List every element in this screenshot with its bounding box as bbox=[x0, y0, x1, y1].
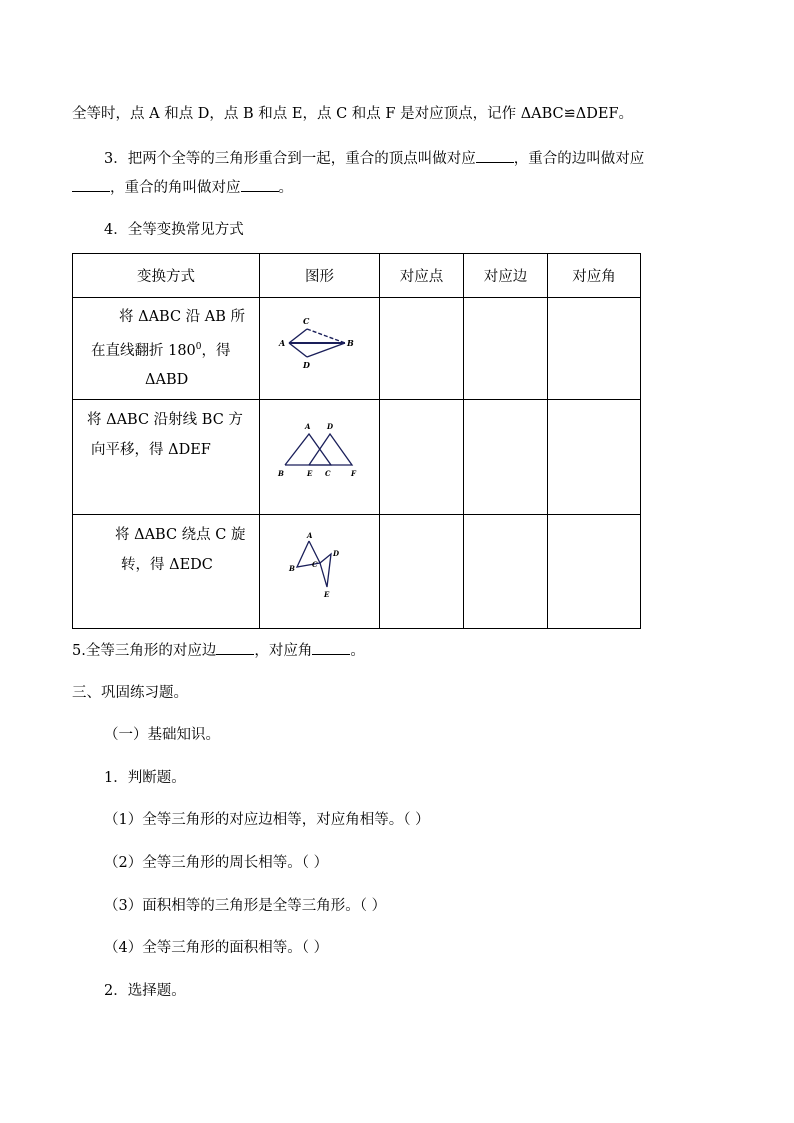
label-D: D bbox=[332, 549, 339, 558]
label-A: A bbox=[306, 532, 312, 540]
desc-rotation-line-1: 将 ΔABC 绕点 C 旋 bbox=[115, 527, 246, 543]
label-B: B bbox=[346, 337, 354, 348]
item-3-text-b: ，重合的边叫做对应 bbox=[513, 151, 645, 167]
label-A: A bbox=[278, 337, 285, 348]
reflection-figure bbox=[275, 312, 365, 382]
item-5-text-a: 5.全等三角形的对应边 bbox=[72, 643, 217, 659]
subsection-basic-knowledge: （一）基础知识。 bbox=[104, 727, 220, 743]
edge-AD bbox=[289, 343, 307, 357]
figure-cell-reflection bbox=[260, 298, 380, 400]
label-E: E bbox=[323, 590, 329, 599]
label-F: F bbox=[350, 469, 356, 478]
question-1-item-2: （2）全等三角形的周长相等。（ ） bbox=[104, 855, 329, 871]
table-row-rotation bbox=[73, 515, 641, 629]
item-3-line-1 bbox=[104, 148, 644, 169]
item-5-line bbox=[72, 640, 365, 661]
answer-cell-angles-3[interactable] bbox=[548, 515, 641, 629]
header-corresponding-point: 对应点 bbox=[380, 254, 464, 298]
answer-cell-sides-3[interactable] bbox=[464, 515, 548, 629]
desc-rotation bbox=[73, 515, 260, 629]
table-row-reflection bbox=[73, 298, 641, 400]
label-C: C bbox=[311, 560, 318, 569]
table-header-row bbox=[73, 254, 641, 298]
edge-DB bbox=[307, 343, 345, 357]
label-D: D bbox=[302, 359, 310, 370]
question-1-item-4: （4）全等三角形的面积相等。（ ） bbox=[104, 940, 329, 956]
item-3-line-2 bbox=[72, 177, 293, 198]
desc-translation bbox=[73, 400, 260, 515]
question-1-item-3: （3）面积相等的三角形是全等三角形。（ ） bbox=[104, 898, 387, 914]
figure-cell-rotation bbox=[260, 515, 380, 629]
answer-cell-angles-2[interactable] bbox=[548, 400, 641, 515]
desc-text: 在直线翻折 180 bbox=[91, 342, 196, 359]
label-D: D bbox=[326, 422, 333, 431]
text-line-congruent-notation: 全等时，点 A 和点 D，点 B 和点 E，点 C 和点 F 是对应顶点，记作 ΔABC≌ΔDEF。 bbox=[72, 106, 634, 122]
figure-cell-translation bbox=[260, 400, 380, 515]
question-2-title: 2．选择题。 bbox=[104, 983, 186, 999]
item-5-text-b: ，对应角 bbox=[254, 643, 313, 659]
header-corresponding-side: 对应边 bbox=[464, 254, 548, 298]
desc-reflection-line-2 bbox=[83, 332, 249, 366]
header-figure: 图形 bbox=[260, 254, 380, 298]
question-1-item-1: （1）全等三角形的对应边相等，对应角相等。（ ） bbox=[104, 812, 430, 828]
desc-reflection-line-1: 将 ΔABC 沿 AB 所 bbox=[119, 308, 246, 325]
answer-cell-sides-2[interactable] bbox=[464, 400, 548, 515]
triangle-EDC bbox=[320, 554, 331, 587]
translation-figure bbox=[275, 420, 365, 490]
label-C: C bbox=[302, 315, 309, 326]
label-B: B bbox=[277, 469, 284, 478]
edge-CB bbox=[307, 329, 345, 343]
item-4-title: 4．全等变换常见方式 bbox=[104, 222, 244, 238]
triangle-DEF bbox=[309, 434, 352, 465]
rotation-figure bbox=[275, 532, 365, 607]
answer-cell-angles-1[interactable] bbox=[548, 298, 641, 400]
label-C: C bbox=[324, 469, 331, 478]
desc-translation-line-1: 将 ΔABC 沿射线 BC 方 bbox=[87, 412, 243, 428]
table-row-translation bbox=[73, 400, 641, 515]
header-corresponding-angle: 对应角 bbox=[548, 254, 641, 298]
answer-cell-points-3[interactable] bbox=[380, 515, 464, 629]
desc-reflection-line-3: ΔABD bbox=[145, 372, 189, 389]
answer-cell-points-2[interactable] bbox=[380, 400, 464, 515]
blank-sides-equal bbox=[216, 640, 254, 655]
section-3-heading: 三、巩固练习题。 bbox=[72, 685, 188, 701]
blank-corresponding-vertex bbox=[476, 148, 514, 163]
label-A: A bbox=[304, 422, 310, 431]
label-B: B bbox=[288, 564, 295, 573]
blank-corresponding-angle bbox=[241, 177, 279, 192]
answer-cell-points-1[interactable] bbox=[380, 298, 464, 400]
degree-superscript: 0 bbox=[195, 341, 202, 352]
blank-corresponding-side bbox=[72, 177, 110, 192]
desc-translation-line-2: 向平移，得 ΔDEF bbox=[91, 442, 211, 458]
label-E: E bbox=[306, 469, 312, 478]
transformation-table bbox=[72, 253, 641, 629]
edge-AC bbox=[289, 329, 307, 343]
answer-cell-sides-1[interactable] bbox=[464, 298, 548, 400]
triangle-ABC bbox=[285, 434, 331, 465]
desc-reflection bbox=[73, 298, 260, 400]
desc-rotation-line-2: 转，得 ΔEDC bbox=[121, 557, 213, 573]
item-3-text-c: ，重合的角叫做对应 bbox=[110, 180, 241, 196]
question-1-title: 1．判断题。 bbox=[104, 770, 186, 786]
blank-angles-equal bbox=[312, 640, 350, 655]
item-3-text-d: 。 bbox=[278, 180, 293, 196]
item-5-text-c: 。 bbox=[350, 643, 365, 659]
item-3-text-a: 3．把两个全等的三角形重合到一起，重合的顶点叫做对应 bbox=[104, 151, 476, 167]
desc-text: ，得 bbox=[201, 342, 231, 359]
header-transform-method: 变换方式 bbox=[73, 254, 260, 298]
